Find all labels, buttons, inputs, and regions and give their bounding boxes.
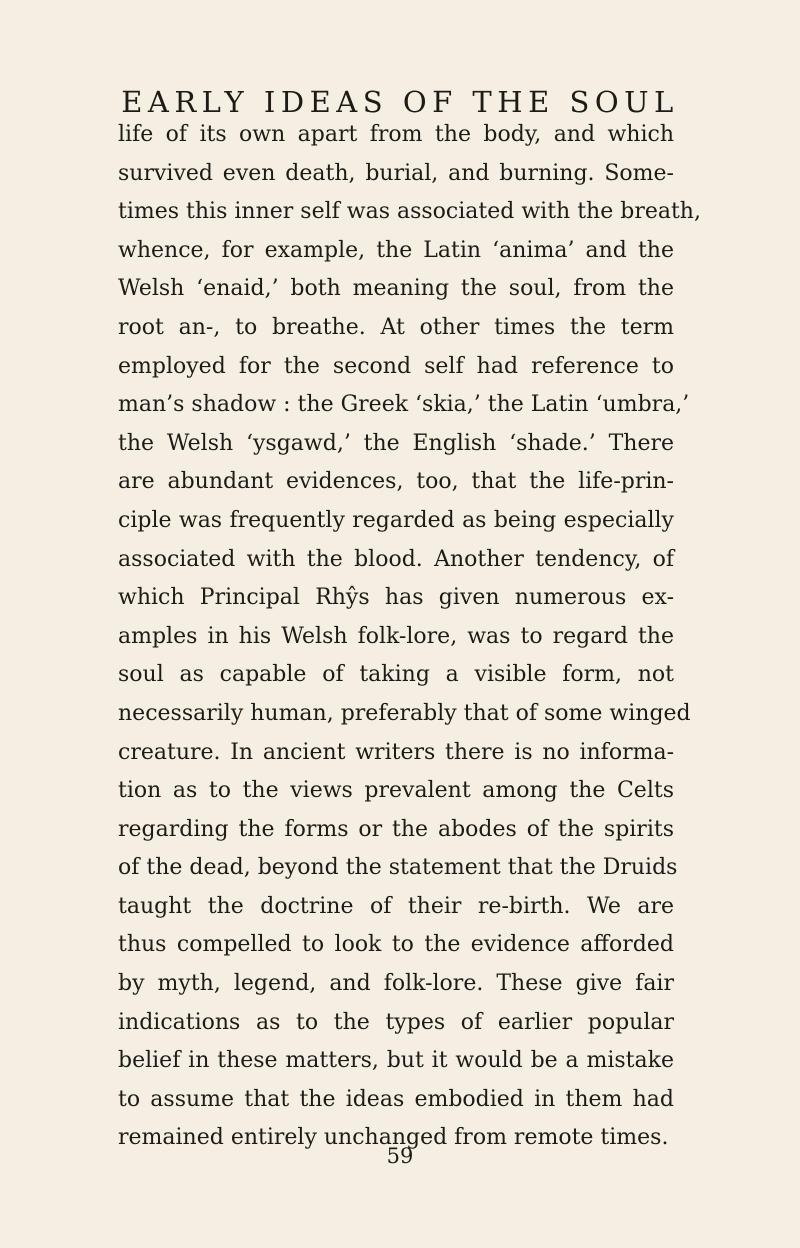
text-line: necessarily human, preferably that of some winged bbox=[118, 700, 691, 726]
text-line: soul as capable of taking a visible form, not bbox=[118, 662, 674, 688]
text-line: root an-, to breathe. At other times the term bbox=[118, 314, 674, 340]
text-line: of the dead, beyond the statement that the Druids bbox=[118, 855, 678, 881]
running-head: EARLY IDEAS OF THE SOUL bbox=[121, 85, 679, 119]
text-line: creature. In ancient writers there is no informa- bbox=[118, 739, 674, 765]
text-line: whence, for example, the Latin ‘anima’ and the bbox=[118, 237, 674, 263]
text-line: life of its own apart from the body, and which bbox=[118, 122, 674, 147]
body-text bbox=[118, 116, 701, 1158]
text-line: belief in these matters, but it would be a mistake bbox=[118, 1048, 674, 1074]
text-line: by myth, legend, and folk-lore. These give fair bbox=[118, 971, 674, 997]
text-line: times this inner self was associated with the breath, bbox=[118, 199, 701, 225]
text-line: to assume that the ideas embodied in them had bbox=[118, 1086, 674, 1112]
text-line: survived even death, burial, and burning. Some- bbox=[118, 160, 674, 186]
text-line: which Principal Rhŷs has given numerous ex- bbox=[118, 585, 674, 611]
text-line: remained entirely unchanged from remote times. bbox=[118, 1125, 669, 1151]
text-line: are abundant evidences, too, that the life-prin- bbox=[118, 469, 674, 495]
text-line: Welsh ‘enaid,’ both meaning the soul, from the bbox=[118, 276, 674, 302]
text-line: indications as to the types of earlier popular bbox=[118, 1009, 674, 1035]
text-line: thus compelled to look to the evidence afforded bbox=[118, 932, 674, 958]
text-line: regarding the forms or the abodes of the spirits bbox=[118, 816, 674, 842]
text-line: the Welsh ‘ysgawd,’ the English ‘shade.’ There bbox=[118, 430, 674, 456]
text-line: tion as to the views prevalent among the Celts bbox=[118, 778, 674, 804]
text-line: employed for the second self had reference to bbox=[118, 353, 674, 379]
text-line: taught the doctrine of their re-birth. We are bbox=[118, 893, 674, 919]
text-line: amples in his Welsh folk-lore, was to regard the bbox=[118, 623, 674, 649]
text-line: man’s shadow : the Greek ‘skia,’ the Latin ‘umbra,’ bbox=[118, 392, 690, 418]
text-line: ciple was frequently regarded as being especially bbox=[118, 507, 674, 533]
text-line: associated with the blood. Another tendency, of bbox=[118, 546, 674, 572]
page-number: 59 bbox=[386, 1144, 414, 1168]
